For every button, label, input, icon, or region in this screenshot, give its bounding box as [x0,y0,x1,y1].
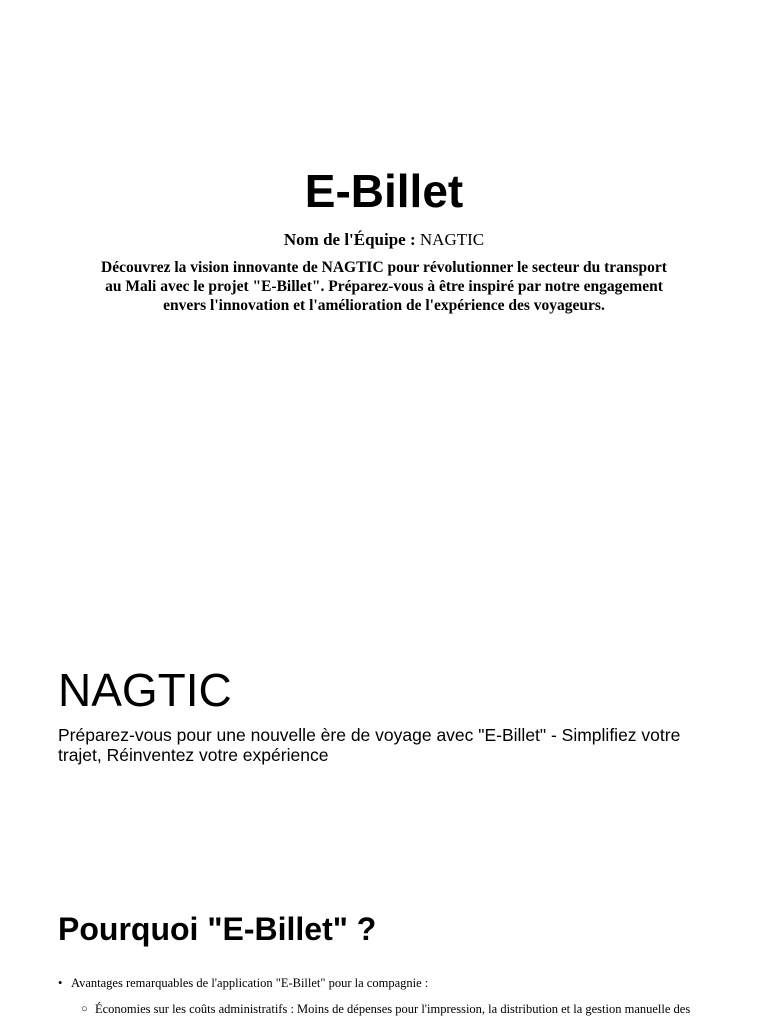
team-name: NAGTIC [415,230,485,249]
nagtic-heading: NAGTIC [58,664,232,716]
advantages-list [58,974,748,1018]
sub-list-item-text: Économies sur les coûts administratifs : Moins de dépenses pour l'impression, la distribution et la gestion manuelle des [95,1002,691,1016]
team-label: Nom de l'Équipe : [283,230,416,249]
list-item-text: Avantages remarquables de l'application "E-Billet" pour la compagnie : [71,976,429,990]
intro-paragraph: Découvrez la vision innovante de NAGTIC pour révolutionner le secteur du transport au Mali avec le projet "E-Billet". Préparez-vous à être inspiré par notre engagement envers l'innovation et l'amélioration de l'expérience des voyageurs. [101,259,667,314]
pourquoi-heading: Pourquoi "E-Billet" ? [58,911,377,947]
list-item [58,974,748,1018]
document-title: E-Billet [304,165,464,217]
bullet-marker: • [58,976,63,990]
sub-list-item [81,1000,748,1018]
sub-bullet-marker: ○ [81,1003,88,1015]
sub-list [81,1000,748,1018]
team-line [0,230,768,250]
nagtic-tagline: Préparez-vous pour une nouvelle ère de voyage avec "E-Billet" - Simplifiez votre trajet, Réinventez votre expérience [58,725,681,765]
